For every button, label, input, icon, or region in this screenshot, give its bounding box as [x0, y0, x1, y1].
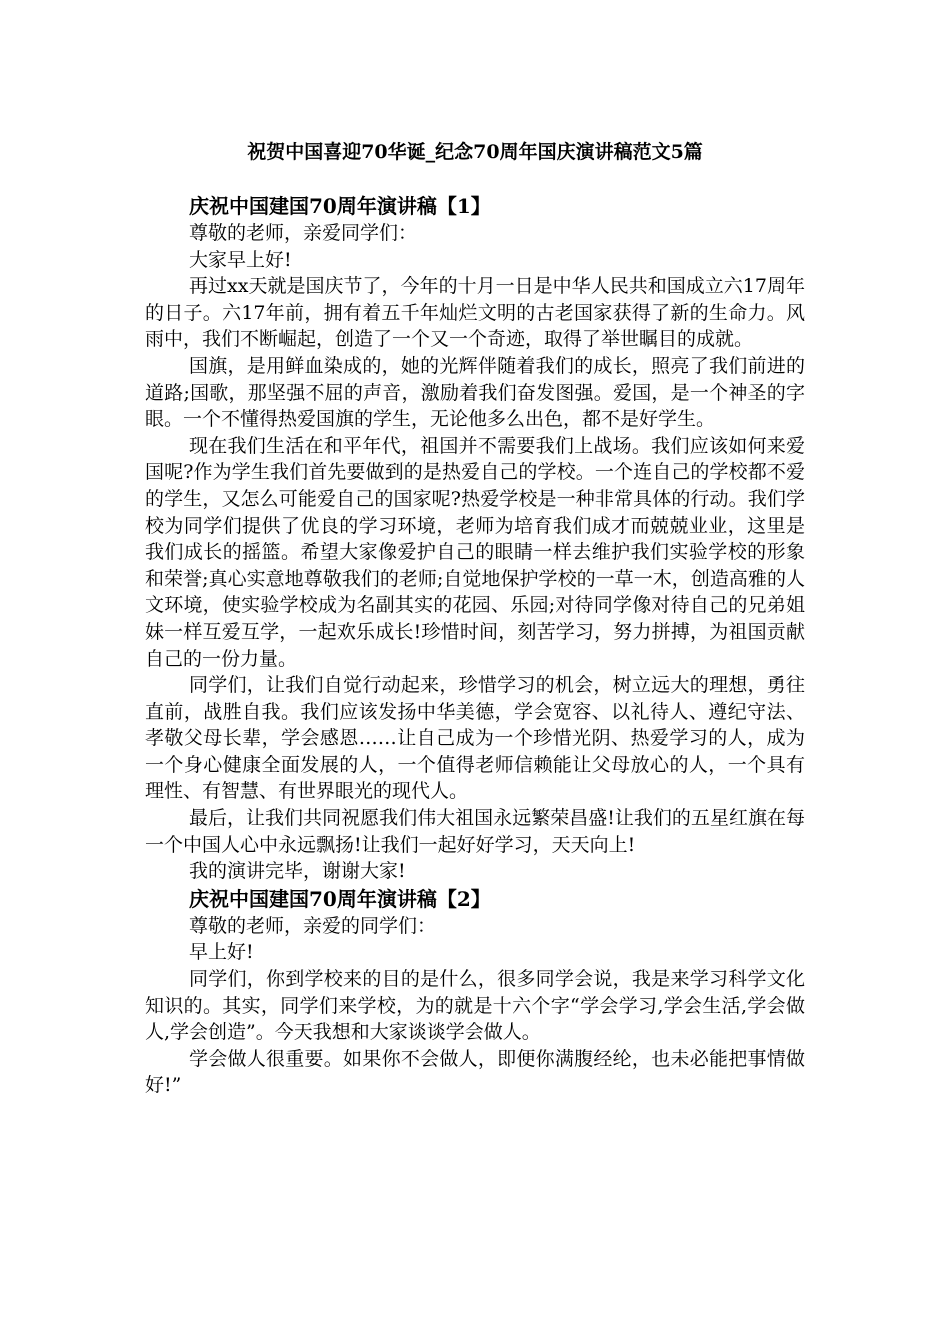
section-1 [145, 192, 805, 885]
paragraph-greeting: 大家早上好! [189, 248, 292, 271]
paragraph: 再过xx天就是国庆节了，今年的十月一日是中华人民共和国成立六17周年的日子。六17年前，拥有着五千年灿烂文明的古老国家获得了新的生命力。风雨中，我们不断崛起，创造了一个又一个奇迹，取得了举世瞩目的成就。 [145, 275, 805, 351]
section-heading: 庆祝中国建国70周年演讲稿【1】 [189, 194, 491, 218]
paragraph-salutation: 尊敬的老师，亲爱同学们： [189, 222, 418, 244]
paragraph: 同学们，你到学校来的目的是什么，很多同学会说，我是来学习科学文化知识的。其实，同学们来学校，为的就是十六个字“学会学习,学会生活,学会做人,学会创造”。今天我想和大家谈谈学会做人。 [145, 968, 805, 1044]
paragraph: 学会做人很重要。如果你不会做人，即便你满腹经纶，也未必能把事情做好!” [145, 1047, 805, 1097]
paragraph: 现在我们生活在和平年代，祖国并不需要我们上战场。我们应该如何来爱国呢?作为学生我们首先要做到的是热爱自己的学校。一个连自己的学校都不爱的学生，又怎么可能爱自己的国家呢?热爱学校是一种非常具体的行动。我们学校为同学们提供了优良的学习环境，老师为培育我们成才而兢兢业业，这里是我们成长的摇篮。希望大家像爱护自己的眼睛一样去维护我们实验学校的形象和荣誉;真心实意地尊敬我们的老师;自觉地保护学校的一草一木，创造高雅的人文环境，使实验学校成为名副其实的花园、乐园;对待同学像对待自己的兄弟姐妹一样互爱互学，一起欢乐成长!珍惜时间，刻苦学习，努力拼搏，为祖国贡献自己的一份力量。 [145, 434, 805, 670]
paragraph-closing: 我的演讲完毕，谢谢大家! [189, 860, 406, 883]
paragraph: 最后，让我们共同祝愿我们伟大祖国永远繁荣昌盛!让我们的五星红旗在每一个中国人心中永远飘扬!让我们一起好好学习，天天向上! [145, 807, 805, 856]
section-heading: 庆祝中国建国70周年演讲稿【2】 [189, 886, 491, 911]
paragraph-greeting: 早上好! [189, 941, 254, 964]
document-page [145, 138, 805, 1099]
paragraph: 国旗，是用鲜血染成的，她的光辉伴随着我们的成长，照亮了我们前进的道路;国歌，那坚强不屈的声音，激励着我们奋发图强。爱国，是一个神圣的字眼。一个不懂得热爱国旗的学生，无论他多么出色，都不是好学生。 [145, 354, 805, 431]
section-2 [145, 885, 805, 1099]
paragraph-salutation: 尊敬的老师，亲爱的同学们： [189, 914, 437, 937]
document-title: 祝贺中国喜迎70华诞_纪念70周年国庆演讲稿范文5篇 [247, 141, 703, 163]
paragraph: 同学们，让我们自觉行动起来，珍惜学习的机会，树立远大的理想，勇往直前，战胜自我。我们应该发扬中华美德，学会宽容、以礼待人、遵纪守法、孝敬父母长辈，学会感恩……让自己成为一个珍惜光阴、热爱学习的人，成为一个身心健康全面发展的人，一个值得老师信赖能让父母放心的人，一个具有理性、有智慧、有世界眼光的现代人。 [145, 674, 805, 803]
